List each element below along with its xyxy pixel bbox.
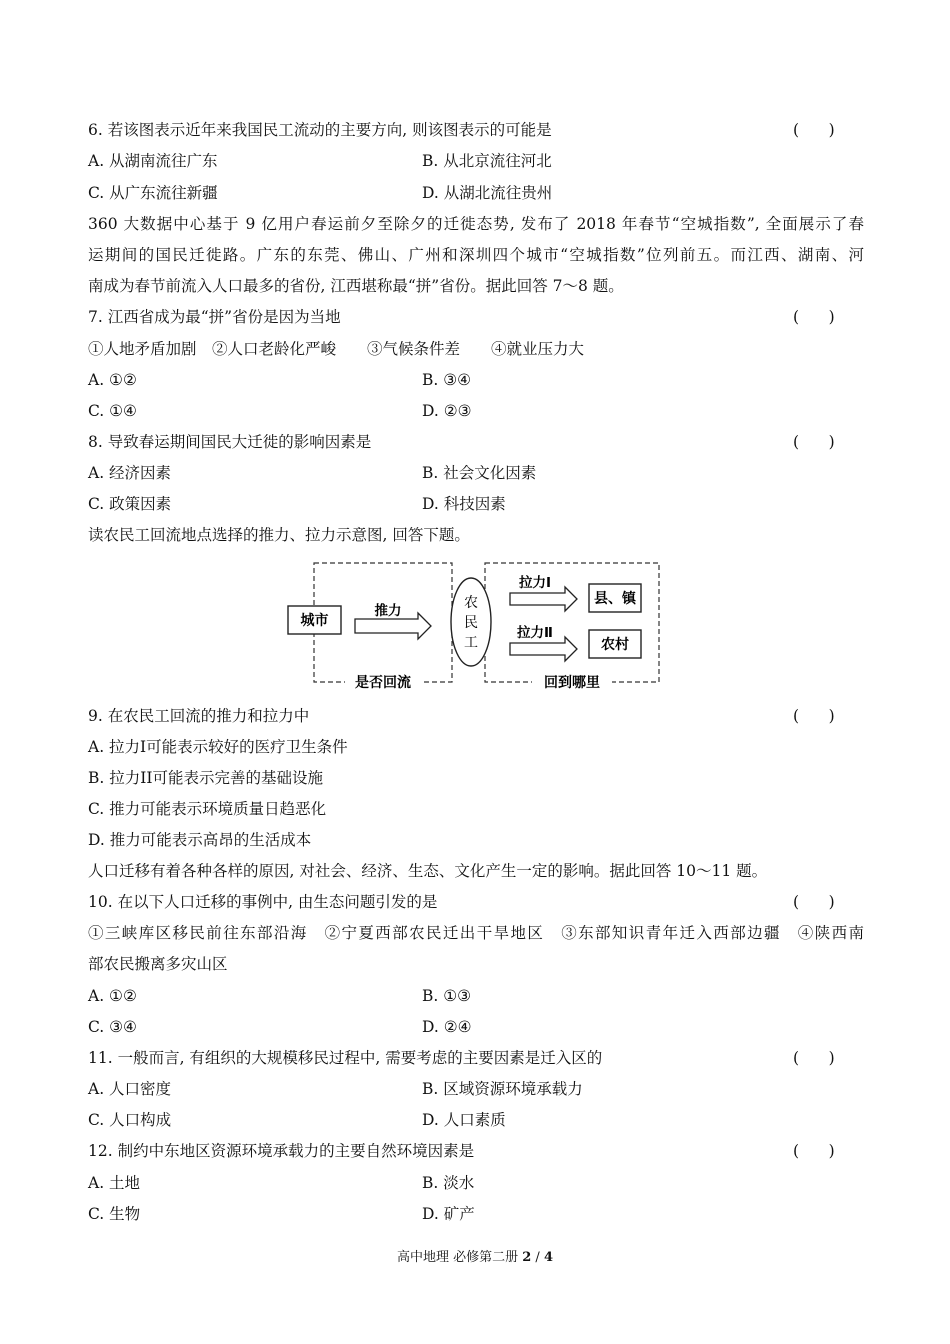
- passage1-line3: 南成为春节前流入人口最多的省份, 江西堪称最“拼”省份。据此回答 7～8 题。: [88, 277, 624, 295]
- q6-answer-paren: ( ): [793, 121, 835, 139]
- pull-1-label: 拉力Ⅰ: [518, 575, 552, 591]
- q9-option-d: D. 推力可能表示高昂的生活成本: [88, 831, 312, 849]
- footer-title: 高中地理 必修第二册: [396, 1250, 523, 1265]
- q11-option-d: D. 人口素质: [422, 1111, 506, 1129]
- q11-stem: 11. 一般而言, 有组织的大规模移民过程中, 需要考虑的主要因素是迁入区的: [88, 1049, 603, 1067]
- q10-option-a: A. ①②: [88, 987, 137, 1005]
- q7-option-c: C. ①④: [88, 402, 137, 420]
- worker-char-2: 民: [464, 615, 478, 631]
- passage1-line2: 运期间的国民迁徙路。广东的东莞、佛山、广州和深圳四个城市“空城指数”位列前五。而江西、湖南、河: [88, 246, 864, 264]
- q8-stem: 8. 导致春运期间国民大迁徙的影响因素是: [88, 433, 372, 451]
- worker-char-3: 工: [464, 635, 478, 651]
- whether-return-label: 是否回流: [355, 675, 411, 691]
- q10-statements-line2: 部农民搬离多灾山区: [88, 955, 228, 973]
- q8-option-b: B. 社会文化因素: [422, 464, 537, 482]
- where-return-label: 回到哪里: [544, 675, 600, 691]
- q12-answer-paren: ( ): [793, 1142, 835, 1160]
- q7-option-b: B. ③④: [422, 371, 472, 389]
- push-label: 推力: [374, 603, 402, 619]
- q10-option-d: D. ②④: [422, 1018, 472, 1036]
- q7-option-d: D. ②③: [422, 402, 472, 420]
- q9-option-a: A. 拉力I可能表示较好的医疗卫生条件: [88, 738, 348, 756]
- q10-answer-paren: ( ): [793, 893, 835, 911]
- q10-stem: 10. 在以下人口迁移的事例中, 由生态问题引发的是: [88, 893, 438, 911]
- q6-option-c: C. 从广东流往新疆: [88, 184, 218, 202]
- q9-stem: 9. 在农民工回流的推力和拉力中: [88, 707, 310, 725]
- q11-option-c: C. 人口构成: [88, 1111, 172, 1129]
- push-pull-diagram: [0, 555, 950, 705]
- q9-option-b: B. 拉力II可能表示完善的基础设施: [88, 769, 323, 787]
- q12-stem: 12. 制约中东地区资源环境承载力的主要自然环境因素是: [88, 1142, 475, 1160]
- q8-option-d: D. 科技因素: [422, 495, 506, 513]
- passage2: 人口迁移有着各种各样的原因, 对社会、经济、生态、文化产生一定的影响。据此回答 10～11 题。: [88, 862, 768, 880]
- q7-statements: ①人地矛盾加剧 ②人口老龄化严峻 ③气候条件差 ④就业压力大: [88, 340, 585, 358]
- q10-option-c: C. ③④: [88, 1018, 137, 1036]
- city-label: 城市: [300, 613, 329, 629]
- footer-page-number: 2: [522, 1250, 532, 1265]
- q7-stem: 7. 江西省成为最“拼”省份是因为当地: [88, 308, 341, 326]
- q6-option-b: B. 从北京流往河北: [422, 152, 552, 170]
- q9-option-c: C. 推力可能表示环境质量日趋恶化: [88, 800, 327, 818]
- q7-answer-paren: ( ): [793, 308, 835, 326]
- passage1-line1: 360 大数据中心基于 9 亿用户春运前夕至除夕的迁徙态势, 发布了 2018 年春节“空城指数”, 全面展示了春: [88, 215, 864, 233]
- q7-option-a: A. ①②: [88, 371, 137, 389]
- q11-option-a: A. 人口密度: [88, 1080, 172, 1098]
- footer-page-total: 4: [543, 1250, 553, 1265]
- q12-option-c: C. 生物: [88, 1205, 141, 1223]
- q12-option-d: D. 矿产: [422, 1205, 475, 1223]
- q9-answer-paren: ( ): [793, 707, 835, 725]
- village-label: 农村: [601, 637, 629, 653]
- q10-statements-line1: ①三峡库区移民前往东部沿海 ②宁夏西部农民迁出干旱地区 ③东部知识青年迁入西部边疆 ④陕西南: [88, 924, 864, 942]
- q12-option-a: A. 土地: [88, 1174, 141, 1192]
- q6-option-a: A. 从湖南流往广东: [88, 152, 218, 170]
- page-footer: [0, 1246, 950, 1265]
- q8-answer-paren: ( ): [793, 433, 835, 451]
- group-where-return: [485, 563, 659, 682]
- q6-option-d: D. 从湖北流往贵州: [422, 184, 553, 202]
- q8-option-c: C. 政策因素: [88, 495, 172, 513]
- pull-2-label: 拉力Ⅱ: [517, 625, 553, 641]
- worker-char-1: 农: [464, 595, 478, 611]
- diagram-intro: 读农民工回流地点选择的推力、拉力示意图, 回答下题。: [88, 526, 470, 544]
- q11-option-b: B. 区域资源环境承载力: [422, 1080, 583, 1098]
- q10-option-b: B. ①③: [422, 987, 472, 1005]
- county-town-label: 县、镇: [594, 591, 636, 607]
- q8-option-a: A. 经济因素: [88, 464, 172, 482]
- q6-stem: 6. 若该图表示近年来我国民工流动的主要方向, 则该图表示的可能是: [88, 121, 552, 139]
- q11-answer-paren: ( ): [793, 1049, 835, 1067]
- footer-separator: /: [531, 1250, 544, 1265]
- q12-option-b: B. 淡水: [422, 1174, 475, 1192]
